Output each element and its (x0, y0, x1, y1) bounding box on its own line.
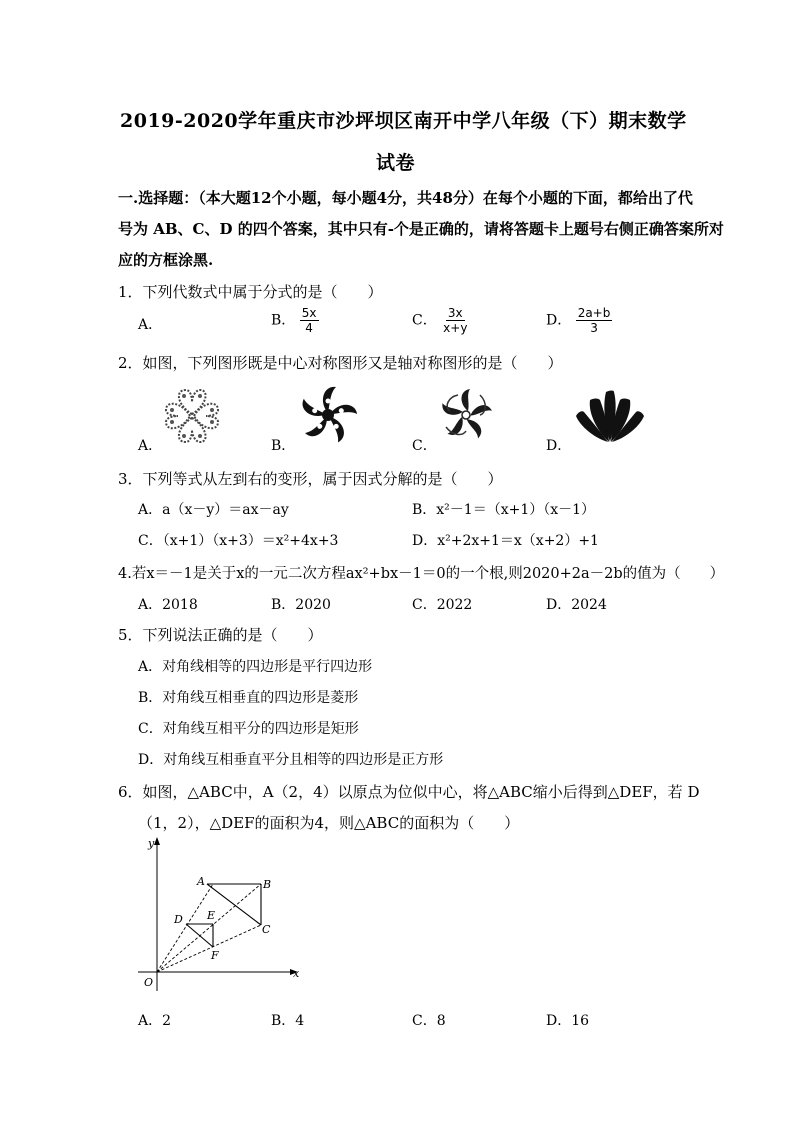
q6-option-d: D．16 (546, 1013, 590, 1029)
q4-option-d: D．2024 (546, 597, 607, 613)
q2-option-b: B． (271, 438, 296, 454)
q1-option-d-fraction (576, 306, 613, 335)
q6-stem-line2: （1，2），△DEF的面积为4，则△ABC的面积为（ ） (138, 814, 520, 832)
page-title-line1: 2019-2020学年重庆市沙坪坝区南开中学八年级（下）期末数学 (120, 110, 687, 132)
q1-b-numerator: 5x (301, 306, 317, 320)
q2-option-c: C． (412, 438, 437, 454)
q1-option-a: A． (138, 317, 163, 333)
q1-option-d-label: D． (546, 312, 572, 329)
q5-option-b: B．对角线互相垂直的四边形是菱形 (138, 690, 359, 706)
q5-stem: 5．下列说法正确的是（ ） (118, 626, 323, 644)
q5-option-a: A．对角线相等的四边形是平行四边形 (138, 659, 373, 675)
q1-option-b-fraction (300, 306, 319, 335)
q3-option-c: C．（x+1）（x+3）＝x²+4x+3 (138, 533, 339, 549)
q3-option-b: B．x²－1＝（x+1）（x－1） (412, 502, 596, 518)
q1-c-numerator: 3x (447, 306, 463, 320)
q6-option-a: A．2 (138, 1013, 172, 1029)
q1-option-d (546, 306, 612, 335)
q6-origin-label: O (144, 976, 154, 989)
q2-figure-c-swirl-emblem-icon (436, 385, 496, 445)
q6-option-b: B．4 (271, 1013, 305, 1029)
q6-figure-coordinate-diagram (130, 835, 310, 999)
q1-b-denominator: 4 (305, 321, 313, 335)
q3-option-a: A．a（x－y）＝ax－ay (138, 502, 289, 518)
q1-option-b-label: B． (271, 312, 296, 329)
q6-point-b-label: B (263, 878, 272, 891)
q6-option-c: C．8 (412, 1013, 446, 1029)
q3-stem: 3．下列等式从左到右的变形，属于因式分解的是（ ） (118, 470, 503, 488)
q2-figure-d-fan-logo-icon (572, 388, 648, 444)
q1-option-c-fraction (441, 306, 469, 335)
q6-point-a-label: A (197, 875, 205, 888)
q4-stem: 4.若x＝－1是关于x的一元二次方程ax²+bx－1＝0的一个根,则2020+2a－2b的值为（ ） (118, 566, 725, 582)
q2-option-d: D． (546, 438, 572, 454)
section-instructions-line1: 一.选择题：（本大题12个小题，每小题4分，共48分）在每个小题的下面，都给出了代 (118, 189, 693, 207)
section-instructions-line3: 应的方框涂黑. (118, 251, 214, 269)
q2-stem: 2．如图，下列图形既是中心对称图形又是轴对称图形的是（ ） (118, 354, 563, 372)
q4-option-c: C．2022 (412, 597, 473, 613)
q1-c-denominator: x+y (443, 321, 468, 335)
page-title-line2: 试卷 (376, 152, 416, 174)
q6-point-c-label: C (262, 923, 271, 936)
q2-option-a: A． (138, 438, 163, 454)
q1-stem: 1．下列代数式中属于分式的是（ ） (118, 283, 383, 301)
q5-option-d: D．对角线互相垂直平分且相等的四边形是正方形 (138, 752, 444, 768)
q6-point-f-label: F (211, 949, 219, 962)
q6-stem-line1: 6．如图，△ABC中，A（2，4）以原点为位似中心，将△ABC缩小后得到△DEF，若 D (118, 783, 700, 801)
q6-axis-y-label: y (148, 837, 155, 850)
q1-d-numerator: 2a+b (577, 306, 611, 320)
q6-axis-x-label: x (293, 967, 300, 980)
q1-option-c (412, 306, 469, 335)
section-instructions-line2: 号为 AB、C、D 的四个答案，其中只有-个是正确的，请将答题卡上题号右侧正确答案所对 (118, 220, 724, 238)
q4-option-b: B．2020 (271, 597, 331, 613)
q5-option-c: C．对角线互相平分的四边形是矩形 (138, 721, 359, 737)
q6-point-e-label: E (207, 909, 216, 922)
q4-option-a: A．2018 (138, 597, 198, 613)
q3-option-d: D．x²+2x+1＝x（x+2）+1 (412, 533, 599, 549)
q1-option-c-label: C． (412, 312, 437, 329)
q6-point-d-label: D (174, 913, 183, 926)
q2-figure-a-clover-icon (160, 386, 224, 446)
q1-option-b (271, 306, 319, 335)
q2-figure-b-bauhinia-icon (296, 383, 360, 447)
q1-d-denominator: 3 (590, 321, 598, 335)
